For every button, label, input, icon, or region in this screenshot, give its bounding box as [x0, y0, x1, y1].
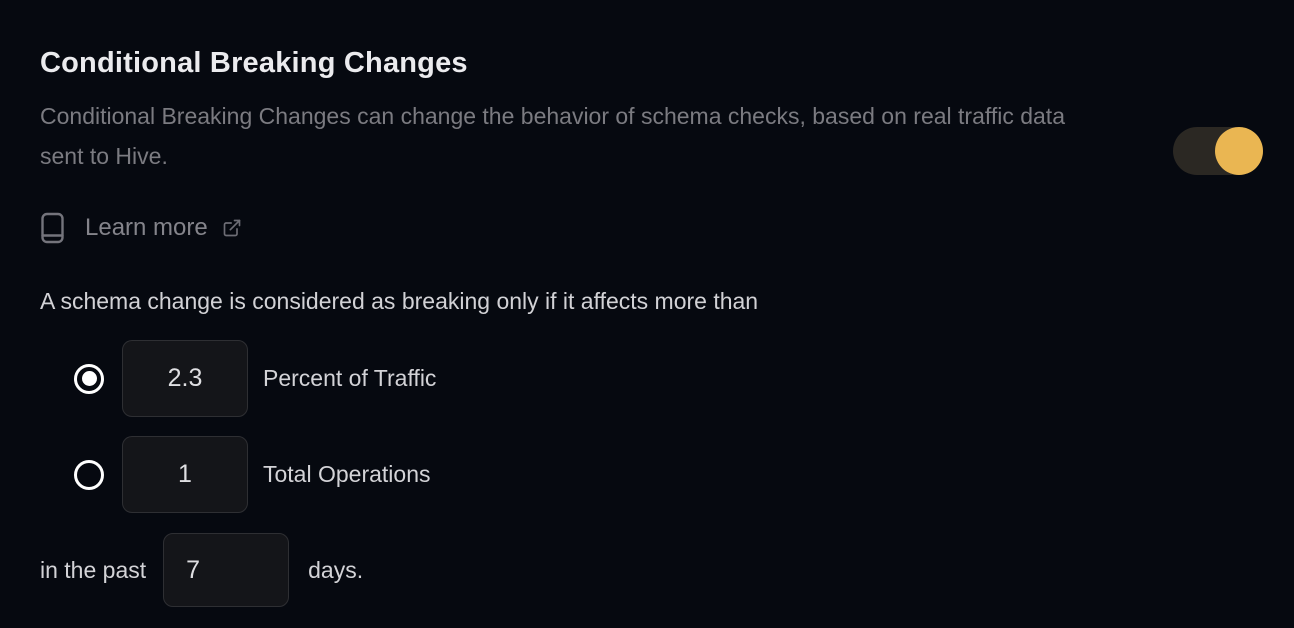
option-row-operations	[74, 436, 1254, 513]
percent-of-traffic-input[interactable]	[122, 340, 248, 417]
period-days-input[interactable]	[163, 533, 289, 607]
radio-total-operations[interactable]	[74, 460, 104, 490]
learn-more-label: Learn more	[85, 214, 208, 241]
period-suffix: days.	[308, 556, 364, 583]
percent-of-traffic-label: Percent of Traffic	[263, 365, 437, 391]
period-prefix: in the past	[40, 556, 147, 583]
external-link-icon	[222, 218, 242, 238]
section-description: Conditional Breaking Changes can change the behavior of schema checks, based on real traffic data sent to Hive.	[40, 103, 1065, 169]
section-title: Conditional Breaking Changes	[40, 47, 468, 79]
learn-more-link[interactable]	[40, 212, 242, 244]
period-row	[40, 533, 1254, 607]
condition-intro-text: A schema change is considered as breaking only if it affects more than	[40, 288, 759, 314]
toggle[interactable]	[1173, 127, 1263, 175]
total-operations-input[interactable]	[122, 436, 248, 513]
book-icon	[40, 212, 65, 244]
total-operations-label: Total Operations	[263, 461, 431, 487]
radio-percent-of-traffic[interactable]	[74, 364, 104, 394]
toggle-knob	[1215, 127, 1263, 175]
radio-dot	[82, 371, 97, 386]
option-row-percent	[74, 340, 1254, 417]
